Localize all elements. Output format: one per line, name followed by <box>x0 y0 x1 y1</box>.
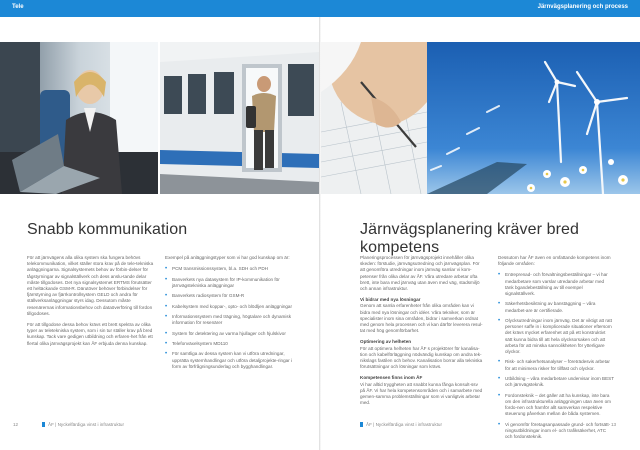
right-page-heading: Järnvägsplanering kräver bred kompetens <box>360 221 580 256</box>
footer-left <box>42 422 124 427</box>
woman-on-train-photo <box>0 42 158 194</box>
footer-text: ÅF | Nyckelfärdiga vinst i infrastruktur <box>366 422 442 427</box>
left-column-2 <box>165 255 293 374</box>
drafting-hand-photo <box>321 42 427 194</box>
list-item: • Telefonväxelsystem MD110 <box>165 341 293 347</box>
section-label: Tele <box>12 4 24 10</box>
body-paragraph: För att järnvägens alla olika system ska fungera behövs telekommunikation, vilket ställer stora krav på de tele-tekniska anläggningarna. Signalsystemets behov av förbin-delser för tågstyrningar av signalställverk och dess anslu-tande delar måste tillgodoses. Det nya signalsystemet ERTMS förutsätter ett heltäckande GSM-R. Därutöver behöver förbindelser för fjärrstyrning av fjärrkontrollsystem GELD och andra för ställverksanläggningar styrs idag. Dessutom måste resenärernas informationsbehov och dataöverföring till fordon tillgodoses. <box>27 255 154 316</box>
body-paragraph: För att optimera helheten har ÅF s projektörer för kanalisa-tion och kabelförläggning nödvändig kunskap om andra tek-nikslags fastilen och behov. Kanalisation borrar alla tekniska förutsättningar och lösningar som krävs. <box>360 345 483 370</box>
train-boarding-photo <box>160 42 319 194</box>
subheading: Vi bidrar med nya lösningar <box>360 297 421 303</box>
list-item: • PCM transmissionssystem, bl.a. SDH och PDH <box>165 266 293 272</box>
bullet-list <box>498 272 617 440</box>
list-item: • Olycksutredningar inom järnväg. Det är viktigt att ratt personer saffe in i komplicerade situationer eftersom det krävs mycket erfarenhet att på ett konstruktivt sätt kunna bidra till att hela olycksorsaken och att arbeta för att minska sannolikheten för ytterligare olyckor. <box>498 318 614 355</box>
page-number-left: 12 <box>13 422 19 427</box>
wind-turbines-photo <box>427 42 640 194</box>
footer-right <box>360 422 442 427</box>
right-column-2 <box>498 255 617 444</box>
bullet-list <box>165 266 293 370</box>
top-header-bar <box>0 0 640 17</box>
list-intro: Exempel på anläggningstyper som vi har god kunskap om är: <box>165 255 290 260</box>
right-column-1 <box>360 255 484 411</box>
list-intro: Dessutom har ÅF även en omfattande kompetens inom följande områden: <box>498 255 611 267</box>
list-item: • Utbildning – våra medarbetare undervisar inom BEST och järnvägsteknik. <box>498 376 614 388</box>
list-item: • System för detektering av varma hjullager och hjulskivor <box>165 331 293 337</box>
body-paragraph: Vi har alltid tryggheten att snabbt kunna fånga konsult-ssv på ÅF. Vi har hela kompetensområden och i samarbete med gemen-samma problemställningar som vi vanligtvis arbetar med. <box>360 381 483 406</box>
subheading: Kompetensen finns inom ÅF <box>360 375 423 381</box>
list-item: • Banverkets radiosystem för GSM-R <box>165 293 293 299</box>
list-item: • Säkerhetsbesiktning av banstäggning – våra medarbet-are är certifierade. <box>498 301 614 313</box>
body-paragraph: Genom att samla erfarenheter från olika områden kan vi bidra med nya lösningar och idéer. Våra tekniker, som är specialister inom sina områden, bidrar i samverkan ordnat med genom hela processen och vi kan därför leverera resul-tat med hög genomförbarhet. <box>360 303 483 334</box>
list-item: • Informationssystem med trägning, högtalare och dynamisk information för resenärer <box>165 314 293 326</box>
list-item: • Kabelsystem med koppar-, opto- och blödljen anläggningar <box>165 304 293 310</box>
left-column-1 <box>27 255 155 352</box>
left-page-heading: Snabb kommunikation <box>27 221 188 238</box>
af-logo-icon <box>42 422 45 427</box>
list-item: • För samtliga av dessa system kan vi utföra utredningar, upprätta systemhandlingar och utföra detaljprojekte-ringar i form av förfrågningsunderlag och bygghandlingar. <box>165 351 293 370</box>
body-paragraph: För att tillgodose dessa behov krävs ett brett spektra av olika typer av teletekniska system, som i sin tur ställer krav på bred kunskap. Tack vare gedigen utbildning och erfaren-het från ett flertal olika järnvägsprojekt kan ÅF erbjuda denna kunskap. <box>27 322 153 346</box>
af-logo-icon <box>360 422 363 427</box>
list-item: • Risk- och sakerhetsanalyser – företrädesvis arbetar för att minimera risker för tillfäst och olyckor. <box>498 359 614 371</box>
body-paragraph: Planeringsprocessen för järnvägsprojekt innehåller olika skeden: förstudie, järnvägsutredning och järnvägsplan. För att genomföra utredningar inom järnväg samlar vi kom-petenser från olika delar av ÅF. Våra utredare arbetar ofta brett, inte bara med järnväg utan även med väg, stadsmiljö och annan infrastruktur. <box>360 255 480 292</box>
chapter-label: Järnvägsplanering och process <box>537 4 628 10</box>
footer-text: ÅF | Nyckelfärdiga vinst i infrastruktur <box>48 422 124 427</box>
list-item: • Fordonsteknik – det gäller att ha kunskap, inte bara om den infrastrukturella anläggningen utan även om fordo-nen och framför allt samverkan respektive steuerung påverkan mellan de båda systemen. <box>498 393 614 418</box>
page-number-right: 13 <box>611 422 617 427</box>
list-item: • Entreprenad- och förvaltningsbeställningar – vi har medarbetare som varslar utredande arbetar med tänk bgandebeställning av till exempel signalställverk. <box>498 272 614 297</box>
list-item: • Vi genomför företagsanpassade grund- och fortsätt-ningsutbildningar inom el- och trafiksäkerhet, ATC och fordonsteknik. <box>498 422 614 441</box>
list-item: • Banverkets nya datasystem för IP-kommunikation för järnvägstekniska anläggningar <box>165 277 293 289</box>
photo-strip <box>0 42 640 194</box>
subheading: Optimering av helheten <box>360 339 412 345</box>
